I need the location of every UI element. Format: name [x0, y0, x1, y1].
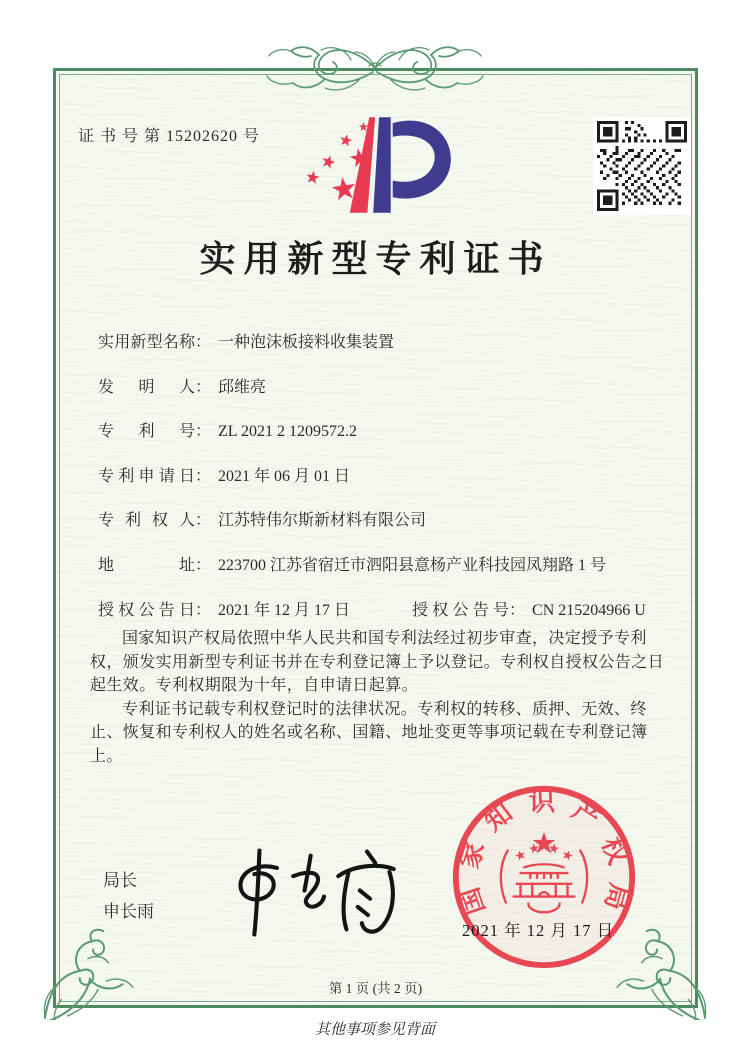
grant-date-label: 授权公告日 [98, 601, 195, 619]
field-row-filing-date [98, 463, 668, 508]
field-label: 实用新型名称 [98, 334, 195, 351]
field-row-inventor [98, 374, 668, 419]
field-colon: ： [195, 467, 212, 485]
grant-no-value: CN 215204966 U [532, 601, 646, 619]
field-row-name [98, 329, 668, 374]
commissioner-name: 申长雨 [103, 902, 154, 921]
legal-text [90, 627, 668, 768]
field-value: 邱维亮 [218, 378, 267, 396]
field-label: 专利号 [98, 423, 195, 441]
body-paragraph-2: 专利证书记载专利权登记时的法律状况。专利权的转移、质押、无效、终止、恢复和专利权人的姓名或名称、国籍、地址变更等事项记载在专利登记簿上。 [90, 700, 648, 765]
certificate-title: 实用新型专利证书 [199, 239, 552, 279]
field-row-address [98, 552, 668, 597]
field-label: 专利申请日 [98, 467, 195, 485]
field-colon: ： [195, 378, 212, 396]
field-value: 江苏特伟尔斯新材料有限公司 [218, 512, 427, 530]
back-note: 其他事项参见背面 [314, 1022, 435, 1038]
seal-text: 国家知识产权局 [453, 786, 635, 919]
field-colon: ： [195, 334, 212, 351]
body-paragraph-1: 国家知识产权局依照中华人民共和国专利法经过初步审查，决定授予专利权，颁发实用新型专利证书并在专利登记簿上予以登记。专利权自授权公告之日起生效。专利权期限为十年，自申请日起算。 [90, 630, 665, 694]
certificate-number: 证 书 号 第 15202620 号 [78, 128, 261, 145]
field-colon: ： [195, 512, 212, 530]
field-value: 一种泡沫板接料收集装置 [218, 334, 395, 351]
field-list [98, 329, 668, 641]
field-label: 发明人 [98, 378, 195, 396]
field-label: 专利权人 [98, 512, 195, 530]
field-value: 2021 年 06 月 01 日 [218, 467, 351, 485]
grant-no-label: 授权公告号 [412, 601, 510, 619]
field-colon: ： [195, 423, 212, 441]
seal-date: 2021 年 12 月 17 日 [462, 921, 615, 940]
field-row-patent-no [98, 418, 668, 463]
field-value: ZL 2021 2 1209572.2 [218, 423, 357, 441]
commissioner-signature-icon [196, 839, 411, 944]
commissioner-title: 局长 [103, 871, 137, 890]
commissioner-block [103, 865, 154, 927]
field-value: 223700 江苏省宿迁市泗阳县意杨产业科技园凤翔路 1 号 [218, 556, 607, 574]
qr-code-icon [593, 117, 691, 215]
field-colon: ： [195, 556, 212, 574]
grant-date-value: 2021 年 12 月 17 日 [218, 601, 351, 619]
field-colon: ： [195, 601, 212, 619]
field-row-patentee [98, 507, 668, 552]
field-colon: ： [509, 601, 526, 619]
cnipa-logo-icon [303, 111, 459, 219]
certificate-frame [53, 68, 698, 1008]
field-label: 地址 [98, 556, 195, 574]
page-indicator: 第 1 页 (共 2 页) [328, 981, 423, 996]
cnipa-seal-icon [446, 779, 642, 975]
